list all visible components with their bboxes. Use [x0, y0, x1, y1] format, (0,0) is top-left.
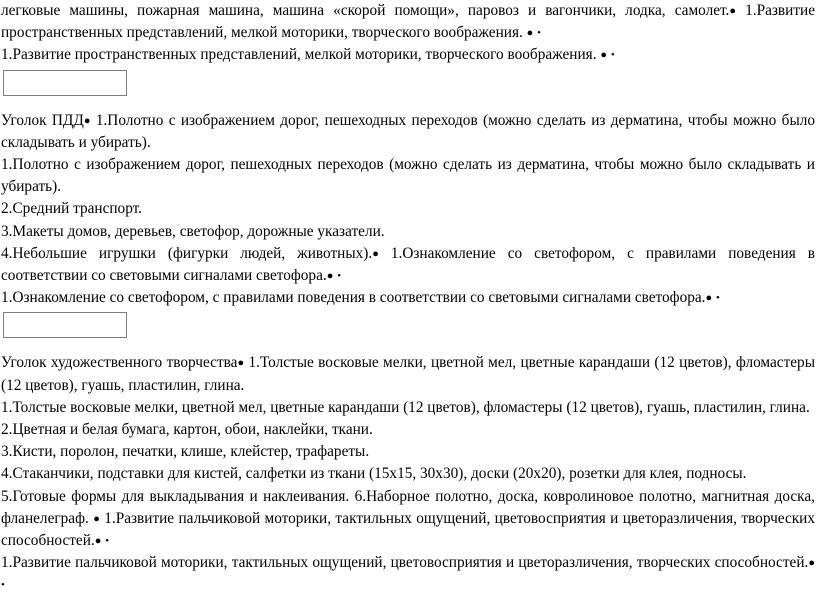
bullet-icon: ●	[326, 270, 334, 283]
pdd-goal	[1, 287, 815, 309]
art-item-5-text: 5.Готовые формы для выкладывания и наклеивания. 6.Наборное полотно, доска, ковролиновое полотно, магнитная доска, фланелеграф.	[1, 487, 815, 527]
bullet-icon: ●	[237, 357, 245, 370]
bullet-icon: ●	[372, 247, 379, 260]
goal-spatial-inline: 1.Развитие пространственных представлений, мелкой моторики, творческого воображения.	[1, 2, 815, 42]
pdd-intro-text: 1.Полотно с изображением дорог, пешеходных переходов (можно сделать из дерматина, чтобы можно было складывать и убирать).	[1, 111, 816, 151]
bullet-icon: •	[337, 270, 342, 283]
art-item-2: 2.Цветная и белая бумага, картон, обои, наклейки, ткани.	[1, 421, 373, 439]
empty-text-box	[3, 312, 127, 338]
bullet-icon: ●	[705, 292, 713, 305]
bullet-icon: ●	[600, 49, 608, 62]
paragraph-pdd-intro	[1, 110, 815, 154]
paragraph-toys-list	[1, 0, 815, 44]
bullet-icon: ●	[83, 114, 91, 127]
goal-spatial-text: 1.Развитие пространственных представлений, мелкой моторики, творческого воображения.	[1, 46, 597, 64]
art-heading: Уголок художественного творчества	[1, 354, 238, 372]
bullet-icon: ●	[93, 512, 100, 525]
art-item-1: 1.Толстые восковые мелки, цветной мел, цветные карандаши (12 цветов), фломастеры (12 цветов), гуашь, пластилин, глина.	[1, 398, 810, 416]
pdd-item-1: 1.Полотно с изображением дорог, пешеходных переходов (можно сделать из дерматина, чтобы можно было складывать и убирать).	[1, 156, 815, 196]
pdd-item-3: 3.Макеты домов, деревьев, светофор, дорожные указатели.	[1, 222, 385, 240]
bullet-icon: •	[1, 579, 5, 592]
bullet-icon: •	[105, 535, 110, 548]
toys-list-text: легковые машины, пожарная машина, машина «скорой помощи», паровоз и вагончики, лодка, самолет.	[1, 2, 730, 19]
art-goal	[1, 552, 815, 596]
pdd-item-4-text: 4.Небольшие игрушки (фигурки людей, животных).	[1, 244, 373, 262]
bullet-icon: ●	[94, 535, 102, 548]
bullet-icon: ●	[808, 557, 815, 570]
art-goal-text: 1.Развитие пальчиковой моторики, тактильных ощущений, цветовосприятия и цветоразличения, творческих способностей.	[1, 554, 809, 572]
bullet-icon: •	[537, 27, 541, 40]
bullet-icon: ●	[526, 27, 534, 40]
bullet-icon: •	[610, 49, 615, 62]
paragraph-goal-spatial	[1, 44, 815, 66]
art-item-4: 4.Стаканчики, подставки для кистей, салфетки из ткани (15х15, 30х30), доски (20х20), розетки для клея, подносы.	[1, 465, 747, 483]
bullet-icon: •	[716, 292, 720, 305]
art-item-5	[1, 486, 815, 553]
bullet-icon: ●	[729, 5, 737, 17]
pdd-item-2: 2.Средний транспорт.	[1, 200, 143, 218]
art-goal-inline: 1.Развитие пальчиковой моторики, тактильных ощущений, цветовосприятия и цветоразличения, творческих способностей.	[1, 509, 816, 550]
art-intro-text: 1.Толстые восковые мелки, цветной мел, цветные карандаши (12 цветов), фломастеры (12 цветов), гуашь, пластилин, глина.	[1, 354, 815, 394]
art-item-3: 3.Кисти, поролон, печатки, клише, клейстер, трафареты.	[1, 443, 370, 461]
pdd-goal-text: 1.Ознакомление со светофором, с правилами поведения в соответствии со световыми сигналами светофора.	[1, 289, 706, 307]
pdd-heading: Уголок ПДД	[1, 111, 84, 129]
empty-text-box	[3, 70, 127, 96]
paragraph-art-intro	[1, 352, 815, 396]
pdd-item-4	[1, 243, 815, 287]
pdd-goal-inline: 1.Ознакомление со светофором, с правилами поведения в соответствии со световыми сигналами светофора.	[1, 244, 815, 285]
